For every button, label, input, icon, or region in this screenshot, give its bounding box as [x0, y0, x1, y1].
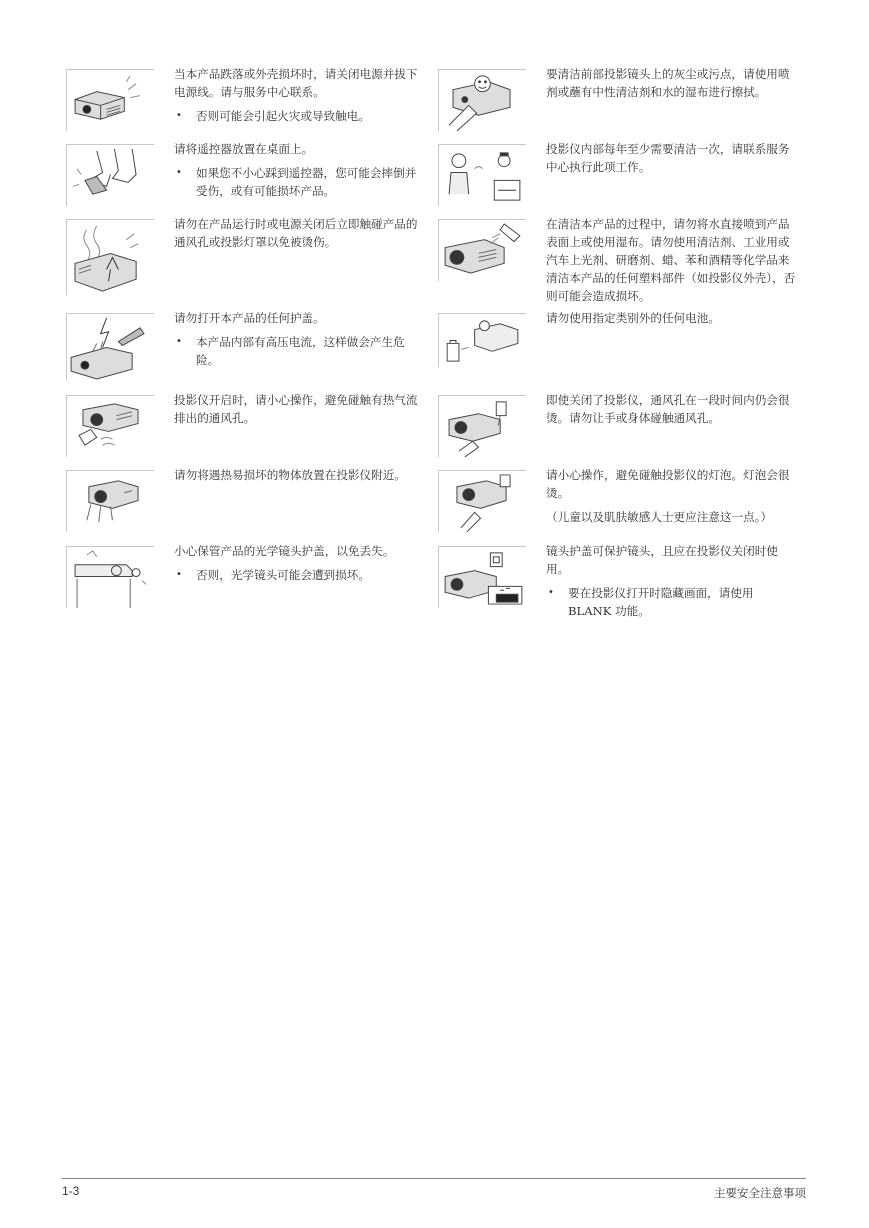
dropped-projector-icon: [66, 69, 154, 131]
battery-icon: [438, 313, 526, 367]
spray-water-icon: [438, 219, 526, 281]
hot-lamp-icon: [438, 470, 526, 532]
entry-text: 请小心操作，避免碰触投影仪的灯泡。灯泡会很烫。: [546, 468, 790, 500]
service-center-icon: [438, 144, 526, 206]
lens-cover-blank-icon: [438, 546, 526, 608]
entry-text: 即使关闭了投影仪，通风孔在一段时间内仍会很烫。请勿让手或身体碰触通风孔。: [546, 393, 790, 425]
entry-bullet: • 如果您不小心踩到遥控器，您可能会摔倒并受伤，或有可能损坏产品。: [174, 164, 426, 200]
hot-vent-icon: [66, 219, 154, 295]
entry-text: 请勿将遇热易损坏的物体放置在投影仪附近。: [174, 468, 406, 482]
entry-bullet: • 否则可能会引起火灾或导致触电。: [174, 107, 426, 125]
entry-text: 小心保管产品的光学镜头护盖，以免丢失。: [174, 544, 395, 558]
entry-text: 请勿在产品运行时或电源关闭后立即触碰产品的通风孔或投影灯罩以免被烫伤。: [174, 217, 418, 249]
vent-after-off-icon: [438, 395, 526, 457]
heat-sensitive-object-icon: [66, 470, 154, 532]
page-number: 1-3: [62, 1184, 80, 1198]
entry-text: 投影仪开启时，请小心操作，避免碰触有热气流排出的通风孔。: [174, 393, 418, 425]
section-title: 主要安全注意事项: [714, 1186, 806, 1200]
entry-text: 在清洁本产品的过程中，请勿将水直接喷到产品表面上或使用湿布。请勿使用清洁剂、工业用或汽车上光剂、研磨剂、蜡、苯和酒精等化学品来清洁本产品的任何塑料部件（如投影仪外壳），否则可能会造成损坏。: [546, 217, 796, 303]
entry-text: 当本产品跌落或外壳损坏时，请关闭电源并拔下电源线。请与服务中心联系。: [174, 67, 418, 99]
cleaning-lens-icon: [438, 69, 526, 131]
entry-text: 要清洁前部投影镜头上的灰尘或污点，请使用喷剂或蘸有中性清洁剂和水的湿布进行擦拭。: [546, 67, 790, 99]
entry-text: 请勿打开本产品的任何护盖。: [174, 311, 325, 325]
entry-text: 请勿使用指定类别外的任何电池。: [546, 311, 720, 325]
entry-text: 请将遥控器放置在桌面上。: [174, 142, 314, 156]
lens-cap-icon: [66, 546, 154, 608]
entry-note: （儿童以及肌肤敏感人士更应注意这一点。）: [546, 510, 773, 524]
entry-text: 镜头护盖可保护镜头，且应在投影仪关闭时使用。: [546, 544, 778, 576]
entry-bullet: • 要在投影仪打开时隐藏画面，请使用 BLANK 功能。: [546, 584, 798, 620]
entry-bullet: • 否则，光学镜头可能会遭到损坏。: [174, 566, 426, 584]
footer-divider: [62, 1178, 806, 1179]
stepping-on-remote-icon: [66, 144, 154, 206]
hot-airflow-icon: [66, 395, 154, 457]
opening-cover-icon: [66, 313, 154, 381]
entry-text: 投影仪内部每年至少需要清洁一次，请联系服务中心执行此项工作。: [546, 142, 790, 174]
entry-bullet: • 本产品内部有高压电流，这样做会产生危险。: [174, 333, 426, 369]
